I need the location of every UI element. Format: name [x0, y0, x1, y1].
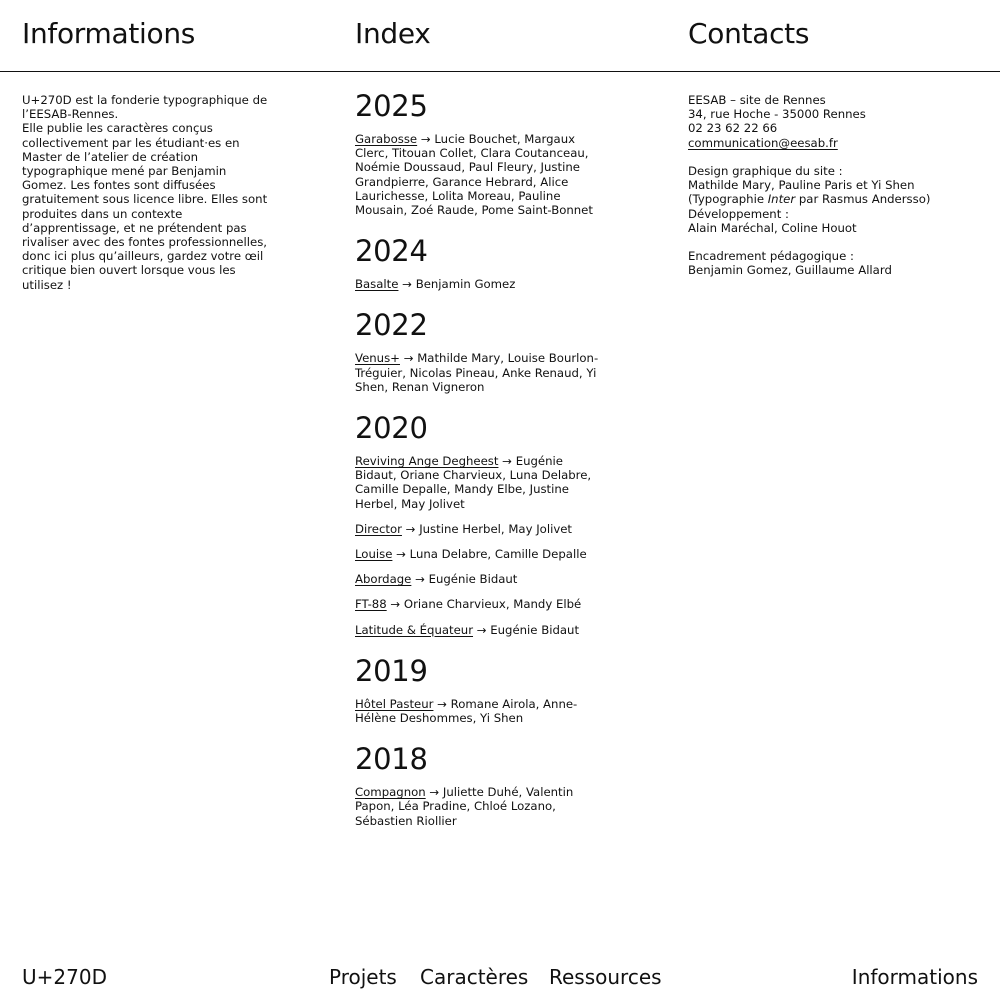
font-link[interactable]: Louise — [355, 547, 393, 562]
font-entry — [355, 351, 600, 394]
font-entry — [355, 132, 600, 217]
arrow-icon: → — [420, 132, 431, 146]
footer-nav — [0, 960, 1000, 996]
nav-caracteres[interactable]: Caractères — [420, 965, 529, 989]
year-block — [355, 88, 600, 217]
font-authors: Benjamin Gomez — [415, 277, 516, 292]
arrow-icon: → — [476, 622, 487, 637]
arrow-icon: → — [437, 696, 447, 711]
year-block — [355, 307, 600, 394]
nav-informations[interactable]: Informations — [851, 965, 978, 989]
informations-description: Elle publie les caractères conçus collectivement par les étudiant·es en Master de l’atelier de création typographique mené par Benjamin Gomez. Les fontes sont diffusées gratuitement sous licence libre. Elles sont produites dans un contexte d’apprentissage, et ne prétendent pas rivaliser avec des fontes professionnelles, donc ici plus qu’ailleurs, gardez votre œil critique bien ouvert lorsque vous les utilisez ! — [22, 121, 268, 292]
contacts-column — [688, 93, 978, 278]
year-block — [355, 653, 600, 725]
development-label: Développement : — [688, 206, 789, 221]
font-entry — [355, 277, 600, 291]
index-column — [355, 88, 600, 844]
font-link[interactable]: Hôtel Pasteur — [355, 696, 434, 711]
school-address: 34, rue Hoche - 35000 Rennes — [688, 107, 866, 122]
font-link[interactable]: FT-88 — [355, 597, 387, 612]
typography-font-name: Inter — [767, 192, 796, 207]
font-authors: Luna Delabre, Camille Depalle — [409, 547, 587, 562]
font-authors: Eugénie Bidaut — [428, 572, 518, 587]
school-phone: 02 23 62 22 66 — [688, 121, 778, 136]
arrow-icon: → — [390, 597, 401, 612]
nav-ressources[interactable]: Ressources — [549, 965, 662, 989]
typography-credit — [688, 192, 978, 206]
font-entry — [355, 697, 600, 725]
year-heading: 2020 — [355, 411, 428, 446]
font-authors: Eugénie Bidaut, Oriane Charvieux, Luna Delabre, Camille Depalle, Mandy Elbe, Justine Herbel, May Jolivet — [355, 454, 592, 511]
font-entry — [355, 597, 600, 611]
font-entry — [355, 572, 600, 586]
font-entry — [355, 454, 600, 511]
informations-column — [22, 93, 272, 292]
font-entry — [355, 623, 600, 637]
contact-email-link[interactable]: communication@eesab.fr — [688, 135, 838, 150]
supervision-label: Encadrement pédagogique : — [688, 249, 854, 264]
font-authors: Mathilde Mary, Louise Bourlon-Tréguier, Nicolas Pineau, Anke Renaud, Yi Shen, Renan Vigneron — [355, 351, 599, 394]
development-names: Alain Maréchal, Coline Houot — [688, 220, 857, 235]
design-credit-names: Mathilde Mary, Pauline Paris et Yi Shen — [688, 178, 915, 193]
supervision-names: Benjamin Gomez, Guillaume Allard — [688, 263, 892, 278]
font-link[interactable]: Abordage — [355, 572, 412, 587]
school-name: EESAB – site de Rennes — [688, 93, 826, 107]
arrow-icon: → — [415, 572, 425, 587]
font-authors: Eugénie Bidaut — [490, 622, 580, 637]
font-link[interactable]: Reviving Ange Degheest — [355, 454, 499, 469]
font-link[interactable]: Garabosse — [355, 132, 418, 146]
arrow-icon: → — [405, 521, 416, 536]
design-credit-label: Design graphique du site : — [688, 164, 843, 178]
typography-credit-suffix: par Rasmus Andersso) — [795, 192, 931, 207]
arrow-icon: → — [396, 547, 406, 562]
font-link[interactable]: Compagnon — [355, 785, 426, 800]
arrow-icon: → — [403, 351, 414, 366]
contacts-heading: Contacts — [688, 17, 810, 50]
arrow-icon: → — [402, 277, 412, 292]
font-authors: Justine Herbel, May Jolivet — [419, 521, 573, 536]
font-link[interactable]: Basalte — [355, 277, 399, 292]
typography-credit-prefix: (Typographie — [688, 192, 768, 207]
header-bar — [0, 0, 1000, 72]
home-logo-link[interactable]: U+270D — [22, 965, 107, 989]
year-heading: 2019 — [355, 653, 428, 688]
nav-projets[interactable]: Projets — [329, 965, 397, 989]
informations-intro: U+270D est la fonderie typographique de l’EESAB-Rennes. — [22, 93, 268, 122]
year-block — [355, 410, 600, 637]
year-heading: 2025 — [355, 89, 428, 123]
font-entry — [355, 547, 600, 561]
font-entry — [355, 522, 600, 536]
arrow-icon: → — [429, 785, 440, 800]
year-heading: 2018 — [355, 742, 428, 777]
font-link[interactable]: Director — [355, 521, 402, 536]
font-authors: Juliette Duhé, Valentin Papon, Léa Pradine, Chloé Lozano, Sébastien Riollier — [355, 785, 574, 828]
year-block — [355, 741, 600, 828]
font-authors: Oriane Charvieux, Mandy Elbé — [403, 597, 582, 612]
year-block — [355, 233, 600, 291]
year-heading: 2022 — [355, 308, 428, 343]
informations-heading: Informations — [22, 17, 196, 50]
font-link[interactable]: Venus+ — [355, 351, 400, 366]
year-heading: 2024 — [355, 234, 428, 269]
font-authors: Lucie Bouchet, Margaux Clerc, Titouan Collet, Clara Coutanceau, Noémie Doussaud, Paul Fleury, Justine Grandpierre, Garance Hebrard, Alice Laurichesse, Lolita Moreau, Pauline Mousain, Zoé Raude, Pome Saint-Bonnet — [355, 132, 593, 218]
arrow-icon: → — [502, 454, 512, 469]
font-link[interactable]: Latitude & Équateur — [355, 622, 474, 637]
index-heading: Index — [355, 17, 431, 50]
font-authors: Romane Airola, Anne-Hélène Deshommes, Yi Shen — [355, 696, 578, 726]
font-entry — [355, 785, 600, 828]
